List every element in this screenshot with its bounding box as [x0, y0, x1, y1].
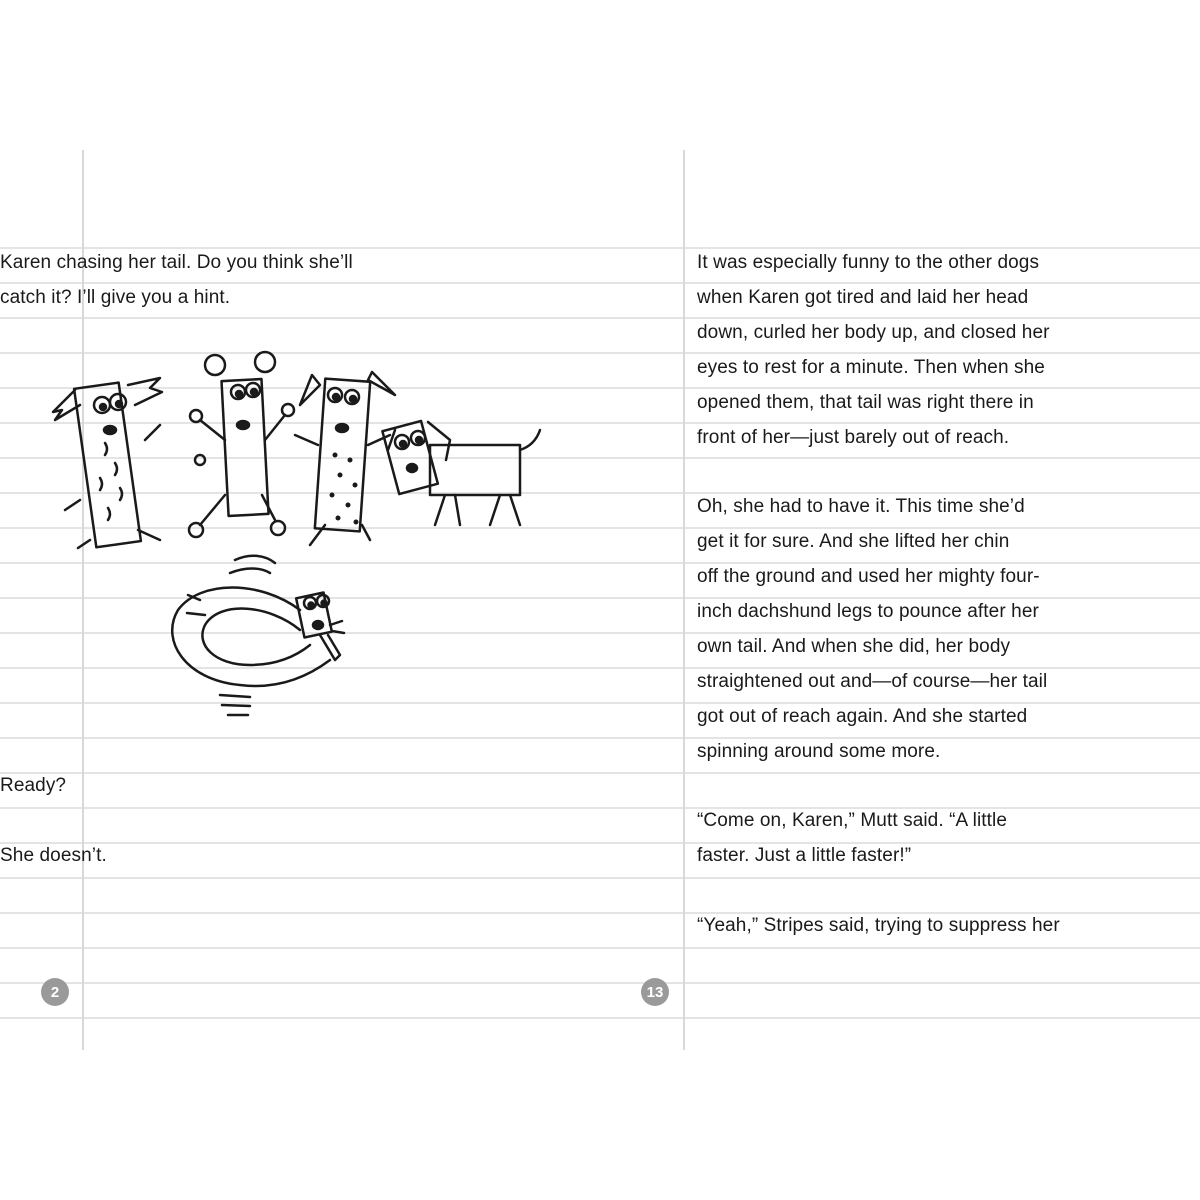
text-line: It was especially funny to the other dogs — [697, 252, 1040, 273]
karen-spinning-illustration — [160, 545, 350, 725]
text-line: spinning around some more. — [697, 741, 941, 762]
right-paragraph-3 — [697, 803, 1007, 873]
motion-lines-top — [230, 556, 275, 573]
text-line: Oh, she had to have it. This time she’d — [697, 496, 1025, 517]
text-line: Karen chasing her tail. Do you think she’ll — [0, 252, 353, 273]
text-line: off the ground and used her mighty four- — [697, 566, 1040, 587]
text-line: eyes to rest for a minute. Then when she — [697, 357, 1045, 378]
text-line: inch dachshund legs to pounce after her — [697, 601, 1039, 622]
margin-line — [683, 150, 685, 1050]
text-line: own tail. And when she did, her body — [697, 636, 1011, 657]
text-line: got out of reach again. And she started — [697, 706, 1028, 727]
text-line: “Come on, Karen,” Mutt said. “A little — [697, 810, 1008, 831]
dog-poodle — [189, 352, 294, 537]
dogs-illustration — [50, 350, 550, 550]
text-line: “Yeah,” Stripes said, trying to suppress her — [697, 915, 1060, 936]
motion-lines-bottom — [220, 695, 250, 715]
right-paragraph-2 — [697, 489, 1047, 769]
karen-body-inner — [202, 609, 310, 665]
dog-spotted — [295, 372, 395, 545]
text-line: catch it? I’ll give you a hint. — [0, 287, 231, 308]
right-paragraph-1 — [697, 245, 1050, 455]
dog-scruffy — [53, 378, 162, 548]
text-line: down, curled her body up, and closed her — [697, 322, 1050, 343]
text-line: straightened out and—of course—her tail — [697, 671, 1048, 692]
text-line: when Karen got tired and laid her head — [697, 287, 1029, 308]
page-number-right: 13 — [641, 978, 669, 1006]
text-line: Ready? — [0, 775, 67, 796]
left-paragraph-2 — [0, 768, 66, 803]
page-number-left: 2 — [41, 978, 69, 1006]
text-line: faster. Just a little faster!” — [697, 845, 912, 866]
karen-ear — [320, 635, 340, 660]
left-paragraph-3 — [0, 838, 107, 873]
left-paragraph-1 — [0, 245, 353, 315]
text-line: opened them, that tail was right there in — [697, 392, 1034, 413]
right-paragraph-4 — [697, 908, 1060, 943]
text-line: get it for sure. And she lifted her chin — [697, 531, 1010, 552]
dog-square — [382, 421, 540, 525]
text-line: front of her—just barely out of reach. — [697, 427, 1010, 448]
text-line: She doesn’t. — [0, 845, 107, 866]
